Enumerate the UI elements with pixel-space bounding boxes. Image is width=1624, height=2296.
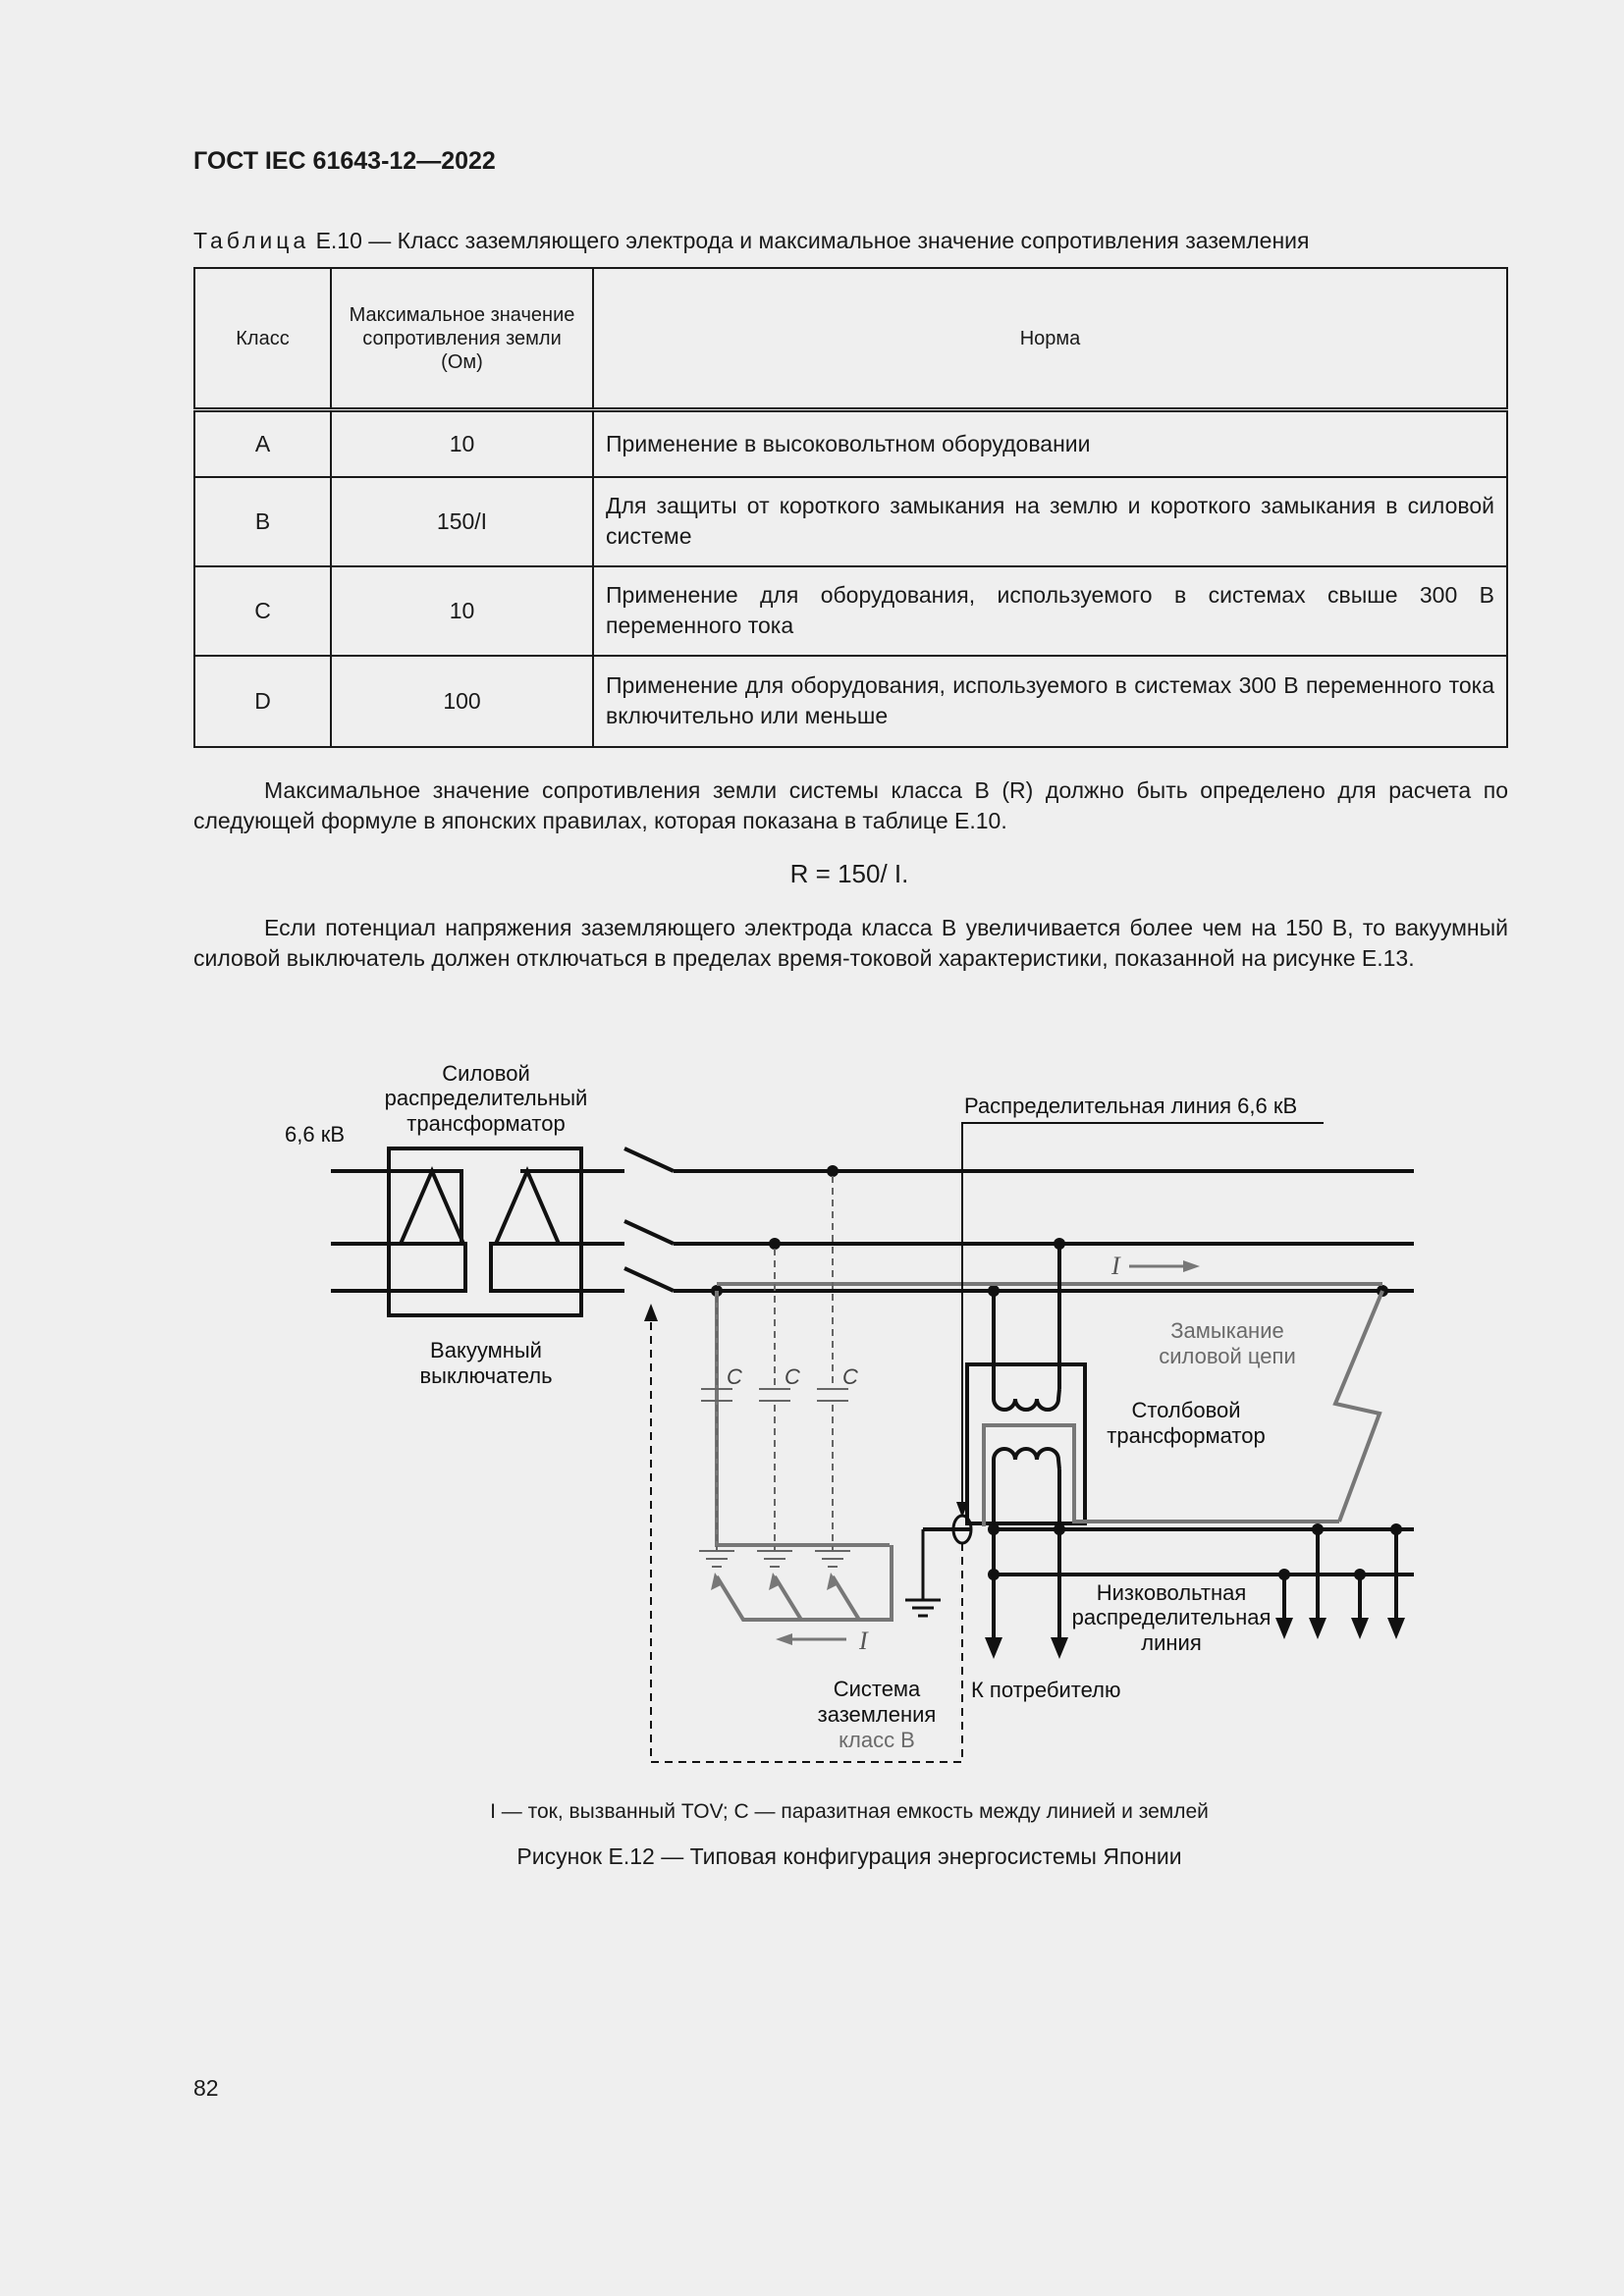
cell-value: 10 [331, 410, 593, 477]
label-vacuum-1: Вакуумный [430, 1338, 542, 1362]
label-short-2: силовой цепи [1159, 1344, 1296, 1368]
label-voltage: 6,6 кВ [285, 1122, 345, 1147]
label-dist-line: Распределительная линия 6,6 кВ [964, 1094, 1298, 1118]
trip-arrowhead [644, 1304, 658, 1321]
current-labels [858, 1252, 1121, 1655]
capacitor-labels [727, 1364, 858, 1389]
formula: R = 150/ I. [789, 859, 909, 888]
cell-class: A [194, 410, 331, 477]
current-label-bottom: I [859, 1627, 868, 1655]
label-ground-1: Система [833, 1677, 921, 1701]
document-header: ГОСТ IEC 61643-12—2022 [193, 147, 496, 175]
label-short-1: Замыкание [1170, 1318, 1284, 1343]
col-header-max-resistance: Максимальное значение сопротивления земли (Ом) [331, 268, 593, 410]
cell-norm: Для защиты от короткого замыкания на землю и короткого замыкания в силовой системе [593, 477, 1507, 566]
cap-label: C [785, 1364, 800, 1389]
cell-norm: Применение для оборудования, используемого в системах 300 В переменного тока включительно или меньше [593, 656, 1507, 747]
paragraph-1: Максимальное значение сопротивления земли системы класса В (R) должно быть определено для расчета по следующей формуле в японских правилах, которая показана в таблице Е.10. [193, 777, 1508, 833]
figure-note: I — ток, вызванный TOV; С — паразитная емкость между линией и землей [490, 1800, 1209, 1823]
table-caption-text: Е.10 — Класс заземляющего электрода и максимальное значение сопротивления заземления [309, 228, 1310, 253]
cell-class: C [194, 566, 331, 656]
col-header-class: Класс [194, 268, 331, 410]
ground-return-arrowheads [711, 1573, 839, 1590]
parasitic-capacitance-lines [717, 1176, 833, 1551]
label-consumer: К потребителю [971, 1678, 1121, 1702]
figure-title: Рисунок Е.12 — Типовая конфигурация энергосистемы Японии [516, 1843, 1182, 1869]
current-label-top: I [1111, 1252, 1120, 1280]
line-nodes [711, 1165, 1388, 1297]
cell-class: D [194, 656, 331, 747]
label-transformer-2: распределительный [384, 1086, 588, 1110]
label-low-line-1: Низковольтная [1096, 1580, 1247, 1605]
col-header-norm: Норма [593, 268, 1507, 410]
label-pole-tr-1: Столбовой [1131, 1398, 1241, 1422]
cap-label: C [727, 1364, 742, 1389]
ground-return-path [717, 1545, 892, 1620]
cell-value: 150/I [331, 477, 593, 566]
paragraph-2: Если потенциал напряжения заземляющего электрода класса В увеличивается более чем на 150 В, то вакуумный силовой выключатель должен отключаться в пределах время-токовой характеристики, показанной на рисунке Е.13. [193, 915, 1508, 971]
label-pole-tr-2: трансформатор [1107, 1423, 1266, 1448]
label-vacuum-2: выключатель [419, 1363, 553, 1388]
delta-transformer-symbol [389, 1148, 581, 1315]
cap-label: C [842, 1364, 858, 1389]
cell-value: 100 [331, 656, 593, 747]
figure-labels [285, 1061, 1297, 1727]
ground-symbol [905, 1600, 941, 1616]
cell-value: 10 [331, 566, 593, 656]
label-low-line-3: линия [1141, 1630, 1202, 1655]
label-ground-2: заземления [817, 1702, 937, 1727]
current-arrow-top [1129, 1260, 1200, 1272]
label-transformer-3: трансформатор [406, 1111, 566, 1136]
label-low-line-2: распределительная [1071, 1605, 1272, 1629]
label-ground-class: класс В [839, 1728, 915, 1752]
table-caption-label: Таблица [193, 228, 310, 253]
current-arrow-bottom [776, 1633, 846, 1645]
cell-norm: Применение для оборудования, используемого в системах свыше 300 В переменного тока [593, 566, 1507, 656]
page-number: 82 [193, 2075, 219, 2101]
label-transformer-1: Силовой [442, 1061, 530, 1086]
phase-lines [331, 1148, 1414, 1291]
cell-class: B [194, 477, 331, 566]
cell-norm: Применение в высоковольтном оборудовании [593, 410, 1507, 477]
